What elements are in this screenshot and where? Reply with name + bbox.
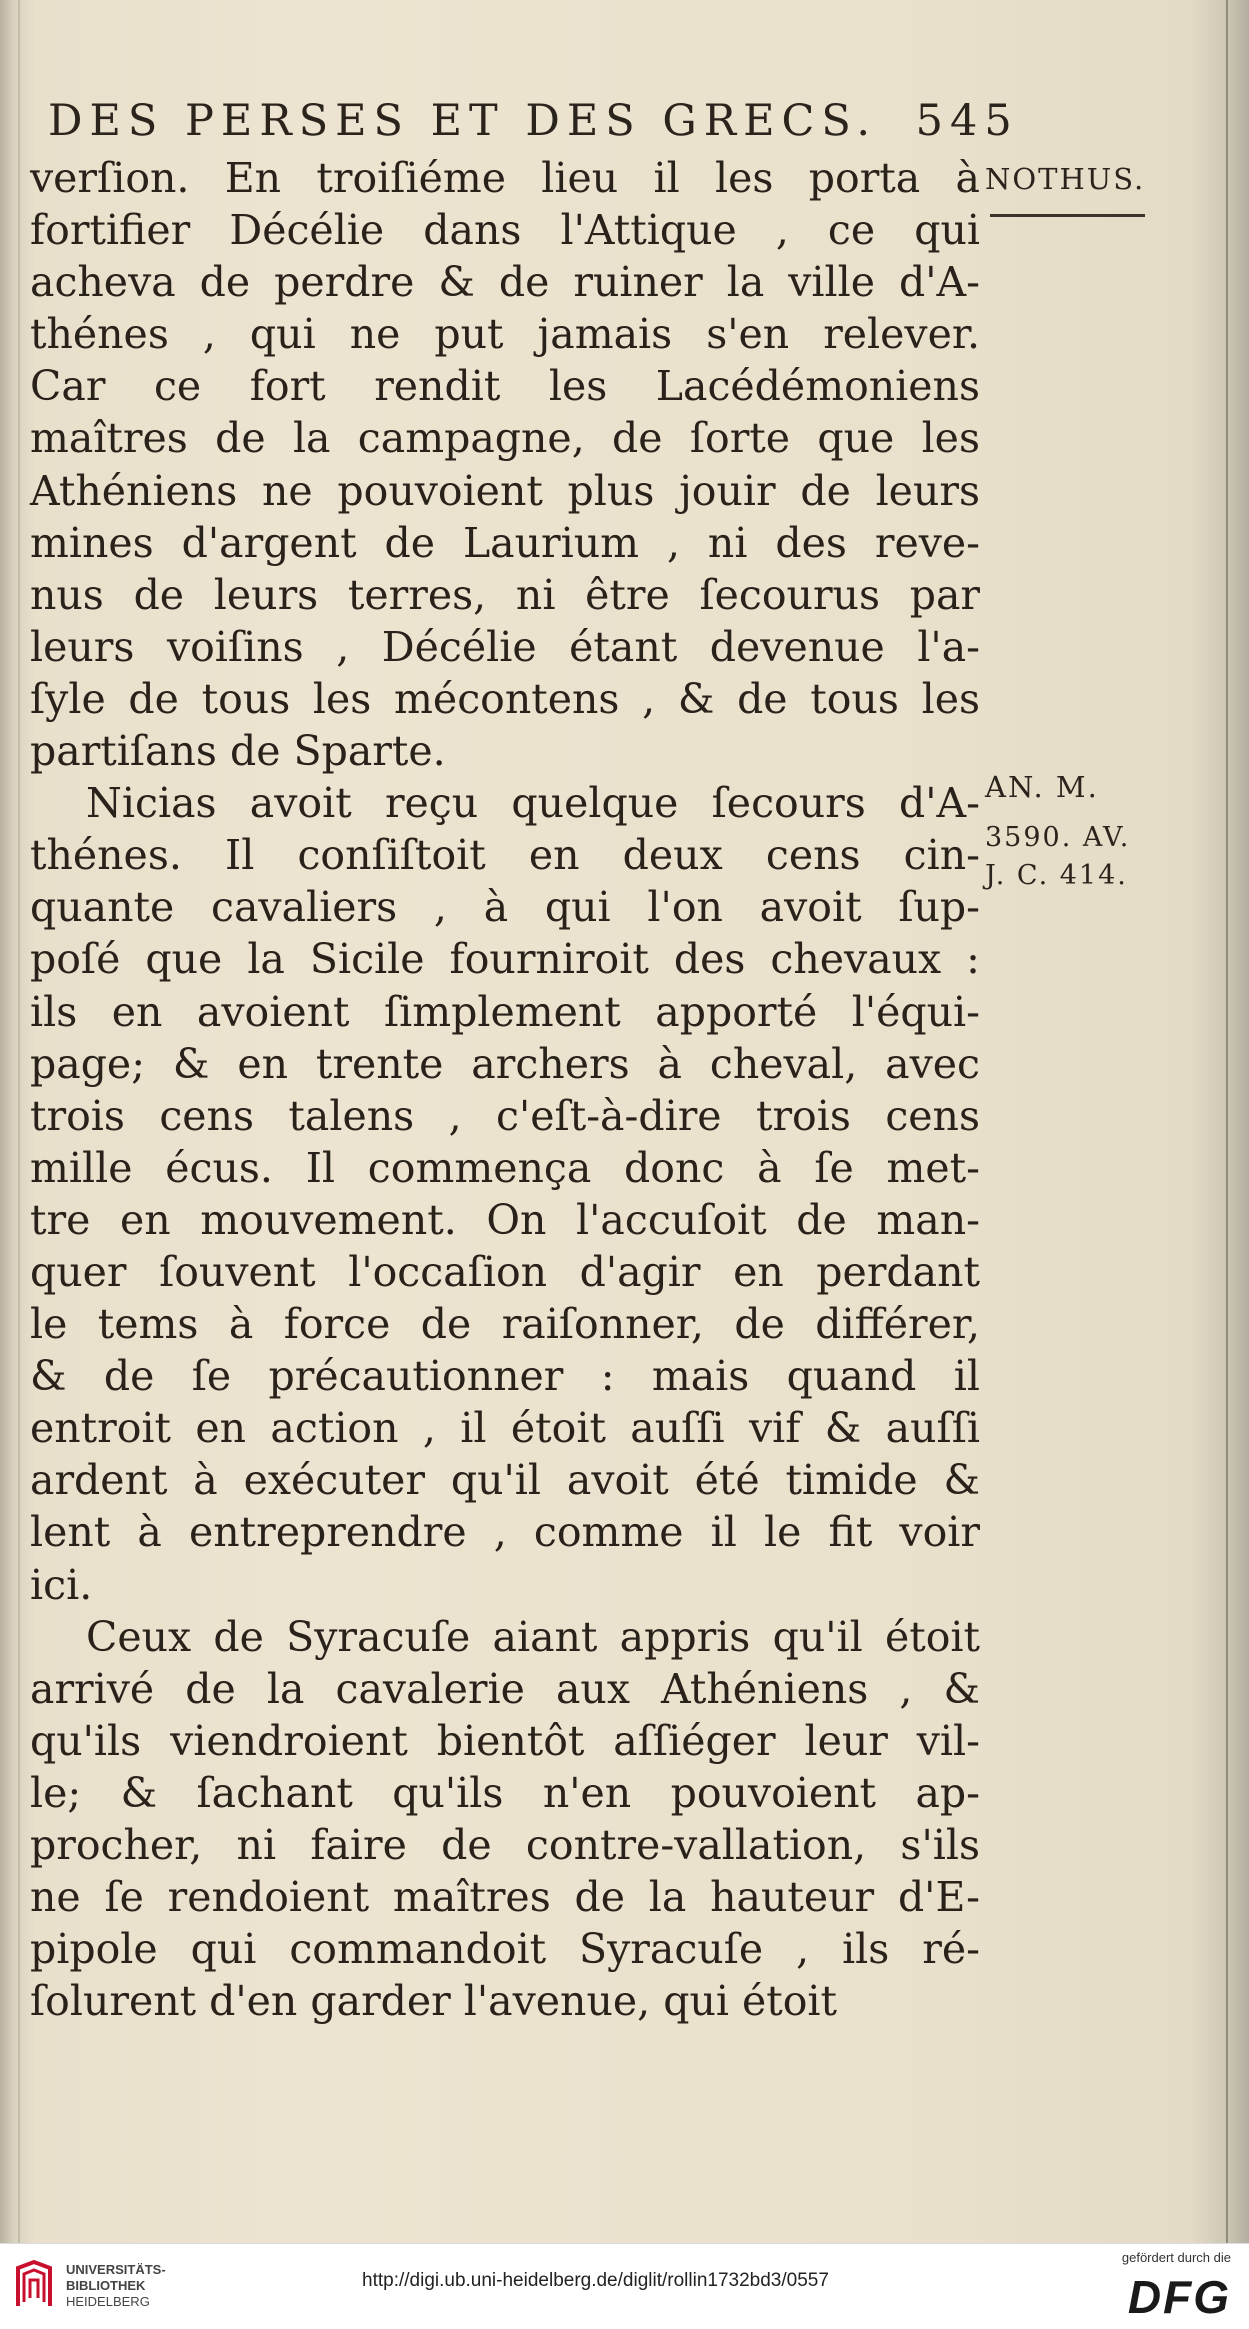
permalink-url[interactable]: http://digi.ub.uni-heidelberg.de/diglit/rollin1732bd3/0557 [362, 2270, 829, 2291]
text-line: ſyle de tous les mécontens , & de tous les [30, 674, 980, 723]
text-line: Car ce fort rendit les Lacédémoniens [30, 362, 980, 411]
text-line: & de ſe précautionner : mais quand il [30, 1352, 980, 1401]
text-line: nus de leurs terres, ni être ſecourus par [30, 570, 980, 619]
margin-note-nothus: NOTHUS. [985, 162, 1146, 196]
margin-note-date-1: AN. M. [985, 770, 1099, 804]
running-header [48, 96, 1019, 148]
text-line: maîtres de la campagne, de ſorte que les [30, 414, 980, 463]
text-line: entroit en action , il étoit auſſi vif & auſſi [30, 1404, 980, 1453]
text-line: le; & ſachant qu'ils n'en pouvoient ap- [30, 1768, 980, 1817]
text-line: thénes. Il conſiſtoit en deux cens cin- [30, 831, 980, 880]
page-number: 545 [915, 96, 1019, 146]
dfg-logo: DFG [1127, 2271, 1231, 2323]
university-logo-icon [14, 2258, 54, 2310]
text-line: Ceux de Syracuſe aiant appris qu'il étoit [86, 1612, 980, 1661]
library-line-2: BIBLIOTHEK [66, 2278, 146, 2293]
text-line: leurs voiſins , Décélie étant devenue l'a- [30, 622, 980, 671]
text-line: partiſans de Sparte. [30, 727, 446, 776]
text-line: page; & en trente archers à cheval, avec [30, 1039, 980, 1088]
text-line: mines d'argent de Laurium , ni des reve- [30, 518, 980, 567]
text-line: procher, ni faire de contre-vallation, s'ils [30, 1821, 980, 1869]
text-line: ſolurent d'en garder l'avenue, qui étoit [30, 1977, 838, 2026]
text-line: trois cens talens , c'eſt-à-dire trois cens [30, 1091, 980, 1140]
text-line: pipole qui commandoit Syracuſe , ils ré- [30, 1925, 980, 1974]
text-line: lent à entreprendre , comme il le fit voir [30, 1508, 980, 1557]
body-text [30, 152, 980, 2027]
library-name [66, 2262, 166, 2310]
margin-note-date-2: 3590. AV. [985, 822, 1131, 853]
sponsor-text: gefördert durch die [1121, 2250, 1231, 2265]
text-line: qu'ils viendroient bientôt aſſiéger leur vil- [30, 1716, 980, 1765]
page-left-edge [18, 0, 20, 2243]
library-line-1: UNIVERSITÄTS- [66, 2262, 166, 2277]
text-line: Athéniens ne pouvoient plus jouir de leurs [30, 466, 980, 515]
text-line: poſé que la Sicile fourniroit des chevaux : [30, 935, 980, 984]
text-line: tre en mouvement. On l'accuſoit de man- [30, 1195, 980, 1244]
margin-note-rule [990, 214, 1145, 217]
library-line-3: HEIDELBERG [66, 2294, 150, 2309]
text-line: quante cavaliers , à qui l'on avoit ſup- [30, 883, 980, 932]
text-line: quer ſouvent l'occaſion d'agir en perdant [30, 1247, 980, 1296]
text-line: Nicias avoit reçu quelque ſecours d'A- [86, 779, 980, 828]
text-line: acheva de perdre & de ruiner la ville d'A- [30, 258, 980, 307]
page-gutter-edge [1226, 0, 1228, 2243]
text-line: le tems à force de raiſonner, de différer, [30, 1300, 980, 1349]
text-line: mille écus. Il commença donc à ſe met- [30, 1143, 980, 1192]
text-line: thénes , qui ne put jamais s'en relever. [30, 310, 980, 359]
text-line: ardent à exécuter qu'il avoit été timide & [30, 1456, 980, 1505]
text-line: ici. [30, 1560, 93, 1609]
text-line: ne ſe rendoient maîtres de la hauteur d'E- [30, 1873, 980, 1922]
running-head-title: DES PERSES ET DES GRECS. [48, 96, 877, 146]
text-line: verſion. En troiſiéme lieu il les porta à [30, 154, 980, 202]
text-line: fortifier Décélie dans l'Attique , ce qui [30, 206, 980, 255]
margin-note-date-3: J. C. 414. [985, 860, 1128, 891]
text-line: arrivé de la cavalerie aux Athéniens , & [30, 1664, 980, 1713]
footer-bar [0, 2243, 1249, 2329]
text-line: ils en avoient ſimplement apporté l'équi- [30, 987, 980, 1036]
